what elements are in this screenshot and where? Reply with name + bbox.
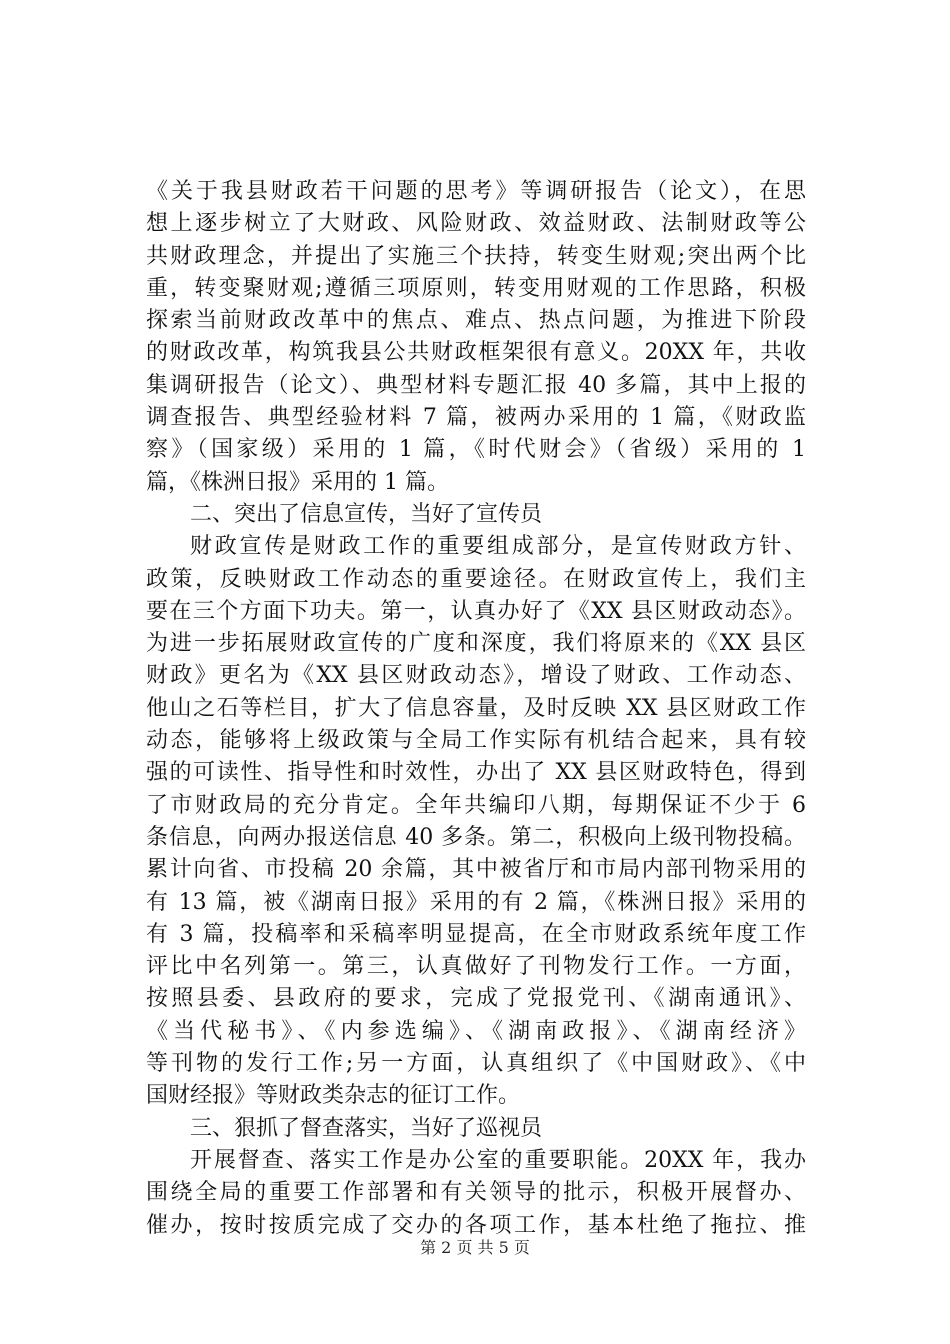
text-line: 财政宣传是财政工作的重要组成部分，是宣传财政方针、 [190, 534, 806, 560]
text-line: 他山之石等栏目，扩大了信息容量，及时反映 XX 县区财政工作 [146, 695, 806, 721]
section-heading-3: 三、狠抓了督查落实，当好了巡视员 [190, 1115, 543, 1141]
text-line: 强的可读性、指导性和时效性，办出了 XX 县区财政特色，得到 [146, 760, 806, 786]
text-line: 的财政改革，构筑我县公共财政框架很有意义。20XX 年，共收 [146, 340, 806, 366]
text-line: 了市财政局的充分肯定。全年共编印八期，每期保证不少于 6 [146, 792, 806, 818]
text-line: 围绕全局的重要工作部署和有关领导的批示，积极开展督办、 [146, 1180, 806, 1206]
text-line: 催办，按时按质完成了交办的各项工作，基本杜绝了拖拉、推 [146, 1212, 806, 1238]
text-line: 财政》更名为《XX 县区财政动态》，增设了财政、工作动态、 [146, 663, 806, 689]
paragraph-1 [146, 176, 806, 499]
text-line: 评比中名列第一。第三，认真做好了刊物发行工作。一方面， [146, 954, 806, 980]
text-line: 条信息，向两办报送信息 40 多条。第二，积极向上级刊物投稿。 [146, 824, 806, 850]
text-line: 重，转变聚财观;遵循三项原则，转变用财观的工作思路，积极 [146, 275, 806, 301]
text-line: 政策，反映财政工作动态的重要途径。在财政宣传上，我们主 [146, 566, 806, 592]
text-line: 为进一步拓展财政宣传的广度和深度，我们将原来的《XX 县区 [146, 631, 806, 657]
text-line: 等刊物的发行工作;另一方面，认真组织了《中国财政》、《中 [146, 1051, 806, 1077]
text-line: 共财政理念，并提出了实施三个扶持，转变生财观;突出两个比 [146, 243, 806, 269]
text-line: 动态，能够将上级政策与全局工作实际有机结合起来，具有较 [146, 728, 806, 754]
text-line: 察》（国家级）采用的 1 篇，《时代财会》（省级）采用的 1 [146, 437, 806, 463]
text-line: 集调研报告（论文）、典型材料专题汇报 40 多篇，其中上报的 [146, 372, 806, 398]
text-line: 有 13 篇，被《湖南日报》采用的有 2 篇，《株洲日报》采用的 [146, 889, 806, 915]
document-body [146, 176, 806, 1242]
paragraph-2 [146, 531, 806, 1112]
text-line: 篇，《株洲日报》采用的 1 篇。 [146, 469, 449, 495]
text-line: 有 3 篇，投稿率和采稿率明显提高，在全市财政系统年度工作 [146, 921, 806, 947]
text-line: 调查报告、典型经验材料 7 篇，被两办采用的 1 篇，《财政监 [146, 405, 806, 431]
text-line: 国财经报》等财政类杂志的征订工作。 [146, 1083, 521, 1109]
text-line: 《当代秘书》、《内参选编》、《湖南政报》、《湖南经济》 [146, 1018, 806, 1044]
page-number-footer: 第 2 页 共 5 页 [420, 1238, 530, 1257]
text-line: 按照县委、县政府的要求，完成了党报党刊、《湖南通讯》、 [146, 986, 806, 1012]
text-line: 开展督查、落实工作是办公室的重要职能。20XX 年，我办 [190, 1147, 806, 1173]
text-line: 《关于我县财政若干问题的思考》等调研报告（论文），在思 [146, 179, 806, 204]
section-heading-2: 二、突出了信息宣传，当好了宣传员 [190, 501, 543, 527]
text-line: 要在三个方面下功夫。第一，认真办好了《XX 县区财政动态》。 [146, 598, 806, 624]
paragraph-3 [146, 1145, 806, 1242]
text-line: 累计向省、市投稿 20 余篇，其中被省厅和市局内部刊物采用的 [146, 857, 806, 883]
text-line: 探索当前财政改革中的焦点、难点、热点问题，为推进下阶段 [146, 308, 806, 334]
text-line: 想上逐步树立了大财政、风险财政、效益财政、法制财政等公 [146, 211, 806, 237]
